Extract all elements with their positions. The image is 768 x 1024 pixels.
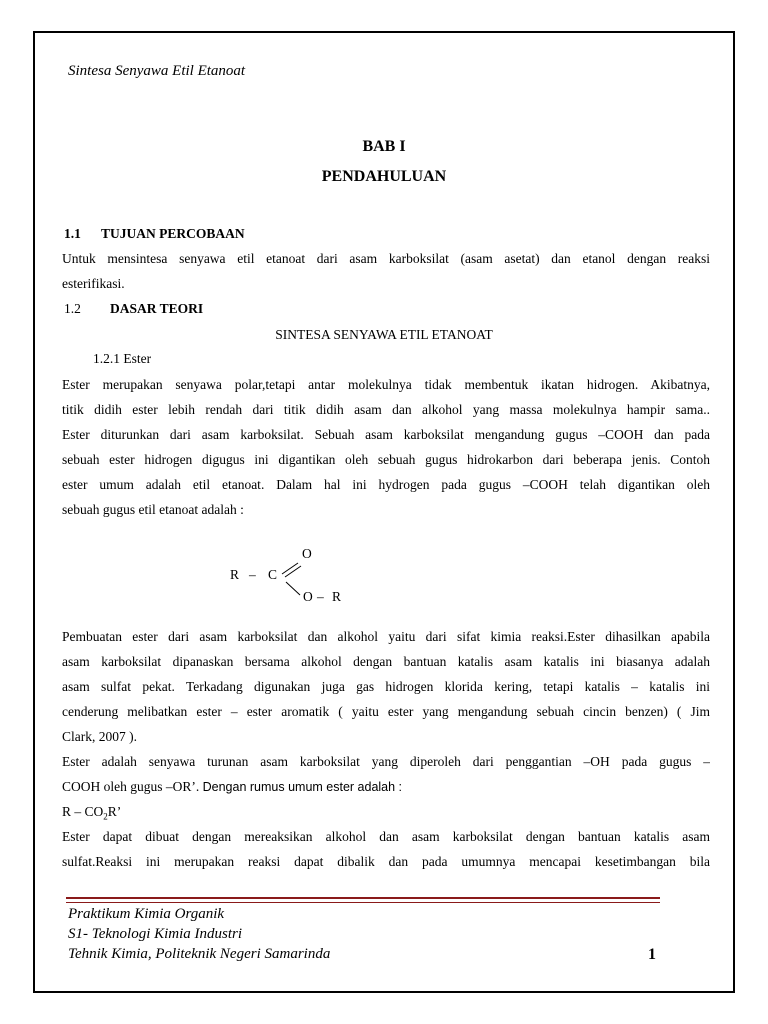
formula-part: R’: [107, 804, 122, 819]
text-line: [62, 774, 710, 799]
running-header: Sintesa Senyawa Etil Etanoat: [68, 63, 246, 79]
text-run-sans: Dengan rumus umum ester adalah :: [202, 780, 403, 794]
text-line: Ester merupakan senyawa polar,tetapi antar molekulnya tidak membentuk ikatan hidrogen. Akibatnya,: [62, 377, 710, 392]
general-formula: [62, 799, 710, 824]
paragraph-ester-synthesis: [62, 624, 710, 749]
text-line: asam sulfat pekat. Terkadang digunakan juga gas hidrogen klorida kering, tetapi katalis – katalis ini: [62, 679, 710, 694]
text-line: Ester dapat dibuat dengan mereaksikan alkohol dan asam karboksilat dengan bantuan katalis asam: [62, 829, 710, 844]
page-number: 1: [648, 946, 656, 963]
formula-r-right: R: [332, 589, 342, 604]
text-line: Untuk mensintesa senyawa etil etanoat dari asam karboksilat (asam asetat) dan etanol dengan reaksi: [62, 251, 710, 266]
formula-o-bottom: O: [303, 589, 313, 604]
section-1-1-body: [62, 246, 710, 296]
footer-rule: [66, 897, 660, 899]
formula-o-top: O: [302, 546, 312, 561]
footer-program: S1- Teknologi Kimia Industri: [68, 926, 243, 942]
formula-subscript: 2: [103, 811, 108, 822]
text-line: Clark, 2007 ).: [62, 729, 137, 744]
formula-r-left: R: [230, 567, 240, 582]
text-line: esterifikasi.: [62, 276, 125, 291]
text-line: ester umum adalah etil etanoat. Dalam hal ini hydrogen pada gugus –COOH telah digantikan oleh: [62, 477, 710, 492]
subsection-ester: 1.2.1 Ester: [93, 351, 152, 366]
footer-institution: Tehnik Kimia, Politeknik Negeri Samarinda: [68, 946, 331, 962]
text-line: Pembuatan ester dari asam karboksilat dan alkohol yaitu dari sifat kimia reaksi.Ester dihasilkan apabila: [62, 629, 710, 644]
formula-c: C: [268, 567, 278, 582]
text-line: sebuah gugus etil etanoat adalah :: [62, 502, 244, 517]
text-line: cenderung melibatkan ester – ester aromatik ( yaitu ester yang mengandung sebuah cincin benzen) ( Jim: [62, 704, 710, 719]
chapter-number: BAB I: [362, 138, 406, 155]
paragraph-ester-definition: [62, 749, 710, 824]
text-run: COOH oleh gugus –OR’.: [62, 779, 203, 794]
paragraph-ester-reaction: [62, 824, 710, 874]
text-line: titik didih ester lebih rendah dari titik didih asam dan alkohol yang massa molekulnya hampir sama..: [62, 402, 710, 417]
text-line: sebuah ester hidrogen digugus ini digantikan oleh sebuah gugus hidrokarbon dari beberapa jenis. Contoh: [62, 452, 710, 467]
footer-course: Praktikum Kimia Organik: [68, 906, 225, 922]
formula-part: R – CO: [62, 804, 104, 819]
formula-bond-dash: –: [249, 567, 256, 582]
chapter-title: PENDAHULUAN: [321, 168, 447, 185]
section-1-2-number: 1.2: [64, 301, 81, 316]
text-line: sulfat.Reaksi ini merupakan reaksi dapat dibalik dan pada umumnya mencapai kesetimbangan bila: [62, 854, 710, 869]
text-line: Ester adalah senyawa turunan asam karboksilat yang diperoleh dari penggantian –OH pada gugus –: [62, 754, 710, 769]
paragraph-ester-intro: [62, 372, 710, 522]
section-1-1-number: 1.1: [64, 226, 81, 241]
section-1-1-heading: TUJUAN PERCOBAAN: [101, 226, 245, 241]
section-1-2-heading: DASAR TEORI: [110, 301, 204, 316]
section-subtitle: SINTESA SENYAWA ETIL ETANOAT: [275, 327, 493, 342]
text-line: Ester diturunkan dari asam karboksilat. Sebuah asam karboksilat mengandung gugus –COOH dan pada: [62, 427, 710, 442]
text-line: asam karboksilat dipanaskan bersama alkohol dengan bantuan katalis asam katalis ini biasanya adalah: [62, 654, 710, 669]
formula-bond-dash-2: –: [317, 589, 324, 604]
footer-rule: [66, 902, 660, 903]
